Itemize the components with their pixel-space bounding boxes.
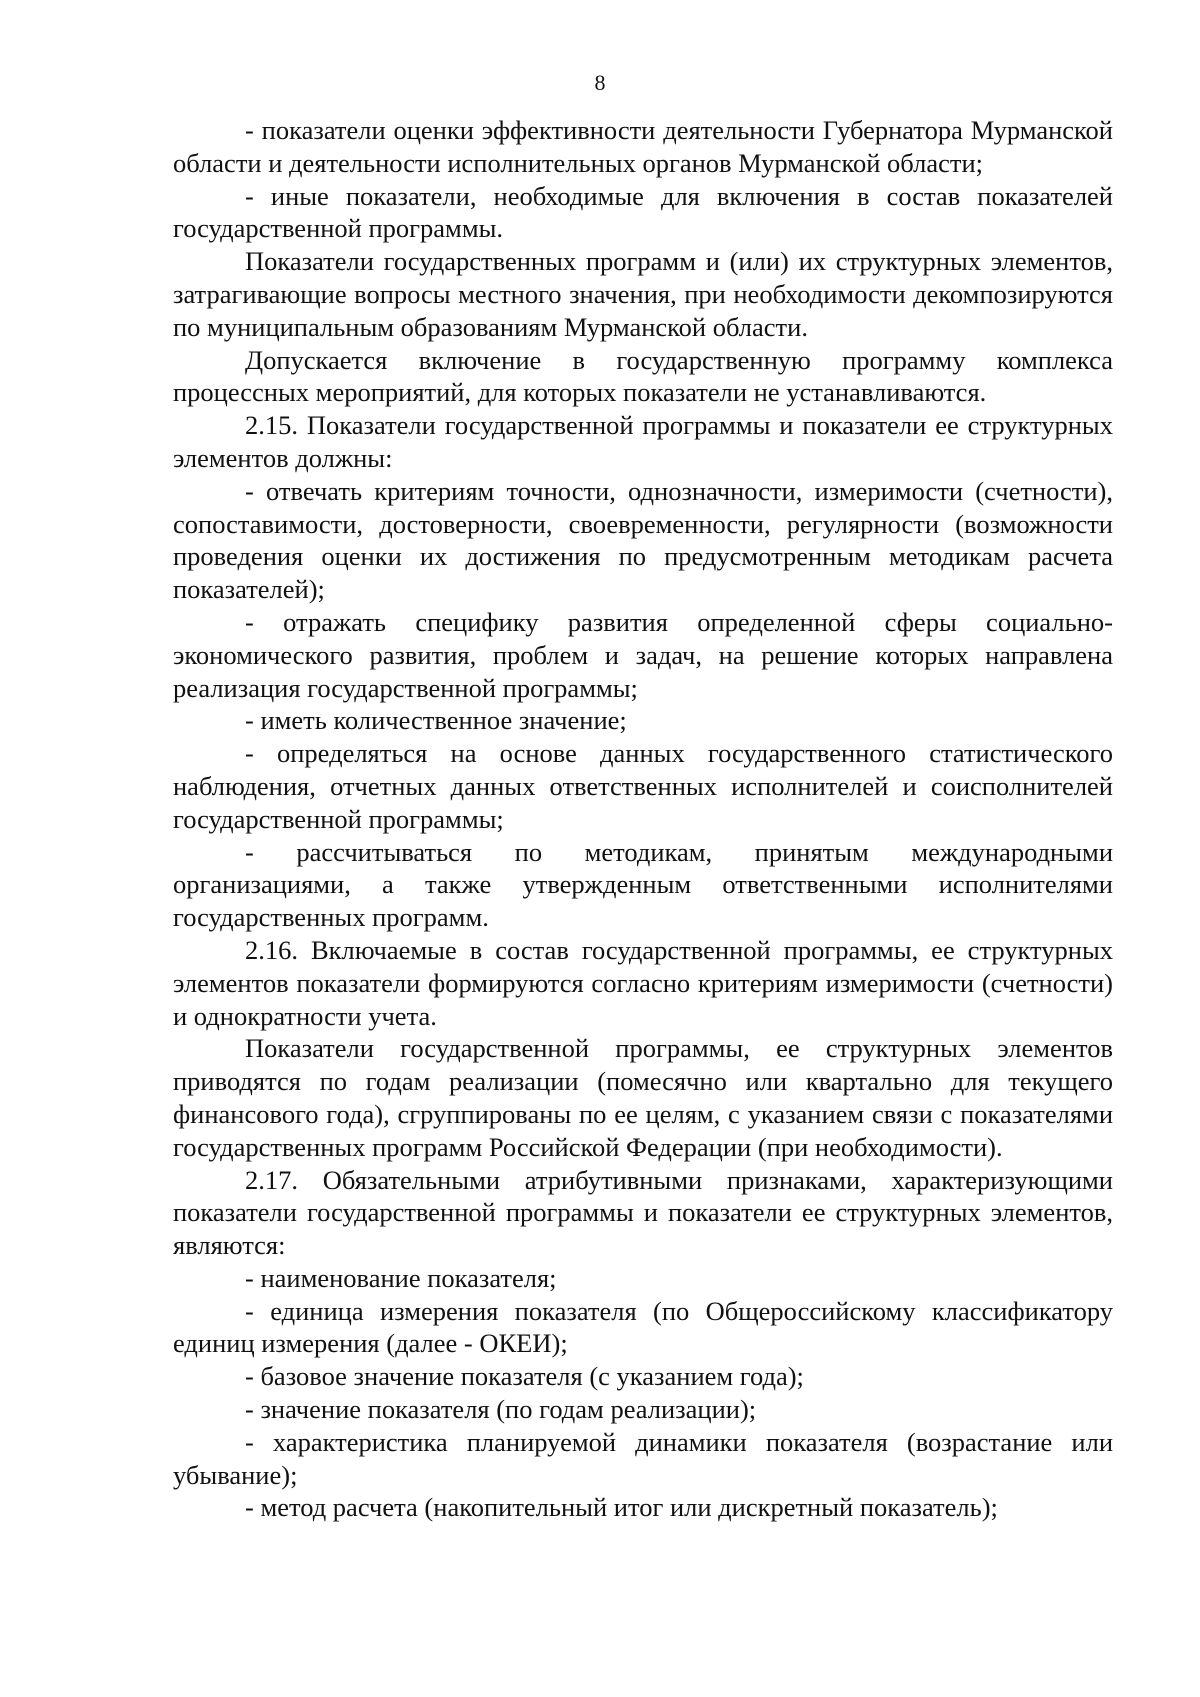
paragraph-8: - иметь количественное значение; <box>245 705 627 736</box>
paragraph-11: 2.16. Включаемые в состав государственной программы, ее структурных элементов показатели формируются согласно критериям измеримости (счетности) и однократности учета. <box>173 934 1113 1031</box>
paragraph-13: 2.17. Обязательными атрибутивными признаками, характеризующими показатели государственной программы и показатели ее структурных элементов, являются: <box>173 1164 1113 1261</box>
paragraph-3: Показатели государственных программ и (или) их структурных элементов, затрагивающие вопросы местного значения, при необходимости декомпозируются по муниципальным образованиям Мурманской области. <box>173 246 1113 342</box>
paragraph-9: - определяться на основе данных государственного статистического наблюдения, отчетных данных ответственных исполнителей и соисполнителей государственной программы; <box>173 738 1113 834</box>
paragraph-2: - иные показатели, необходимые для включения в состав показателей государственной программы. <box>173 180 1113 244</box>
paragraph-16: - базовое значение показателя (с указанием года); <box>245 1361 804 1392</box>
paragraph-14: - наименование показателя; <box>245 1262 557 1293</box>
paragraph-4: Допускается включение в государственную программу комплекса процессных мероприятий, для которых показатели не устанавливаются. <box>173 344 1113 408</box>
paragraph-1: - показатели оценки эффективности деятельности Губернатора Мурманской области и деятельности исполнительных органов Мурманской области; <box>173 115 1113 178</box>
page-number: 8 <box>594 70 606 95</box>
paragraph-10: - рассчитываться по методикам, принятым международными организациями, а также утвержденным ответственными исполнителями государственных программ. <box>173 836 1113 933</box>
document-body <box>173 114 1113 1524</box>
paragraph-17: - значение показателя (по годам реализации); <box>245 1394 757 1425</box>
paragraph-12: Показатели государственной программы, ее структурных элементов приводятся по годам реализации (помесячно или квартально для текущего финансового года), сгруппированы по ее целям, с указанием связи с показателями государственных программ Российской Федерации (при необходимости). <box>173 1033 1113 1162</box>
paragraph-18: - характеристика планируемой динамики показателя (возрастание или убывание); <box>173 1426 1113 1490</box>
paragraph-15: - единица измерения показателя (по Общероссийскому классификатору единиц измерения (далее - ОКЕИ); <box>173 1295 1113 1359</box>
paragraph-5: 2.15. Показатели государственной программы и показатели ее структурных элементов должны: <box>173 410 1113 473</box>
paragraph-19: - метод расчета (накопительный итог или дискретный показатель); <box>245 1492 998 1523</box>
paragraph-7: - отражать специфику развития определенной сферы социально-экономического развития, проблем и задач, на решение которых направлена реализация государственной программы; <box>173 606 1113 703</box>
paragraph-6: - отвечать критериям точности, однозначности, измеримости (счетности), сопоставимости, достоверности, своевременности, регулярности (возможности проведения оценки их достижения по предусмотренным методикам расчета показателей); <box>173 475 1113 605</box>
